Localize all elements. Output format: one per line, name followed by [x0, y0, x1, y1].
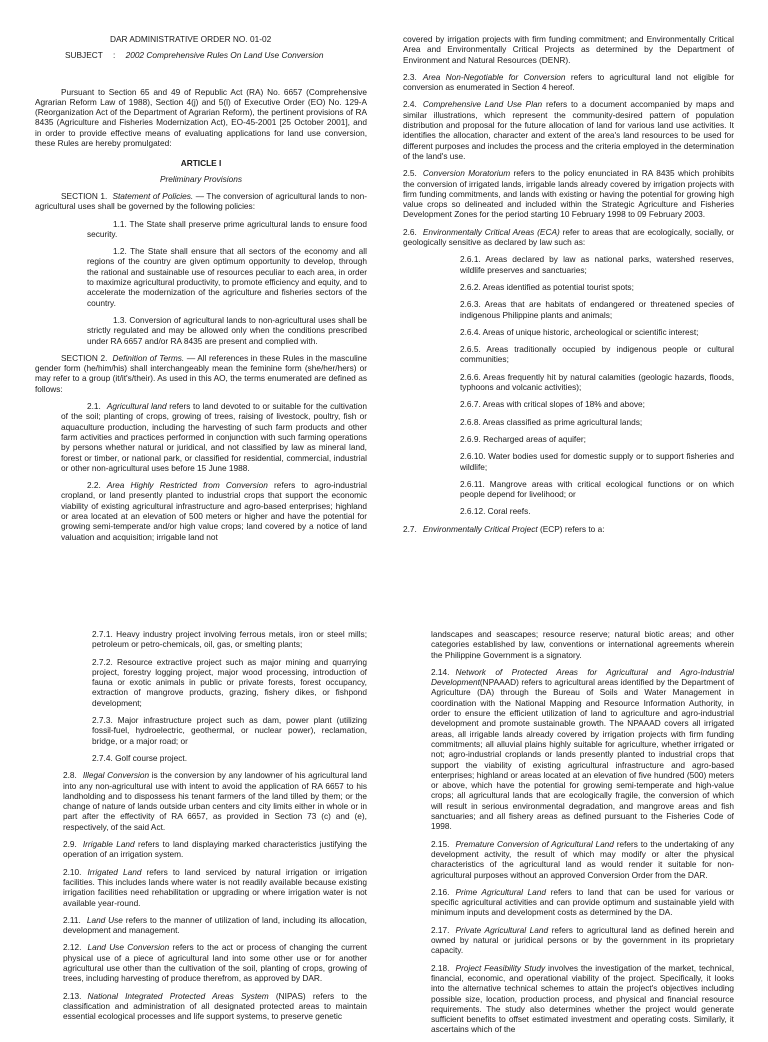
eca-item: 2.6.8. Areas classified as prime agricultural lands; — [460, 416, 643, 427]
definition-2-8: 2.8. Illegal Conversion is the conversion by any landowner of his agricultural land into any non-agricultural use with intent to avoid the application of RA 6657 to his landholding and to dispossess his tenant farmers of the land tilled by them; or the change of nature of lands outside urban centers and city limits either in whole or in part after the effectivity of RA 6657, as provided in Section 73 (c) and (e), respectively, of the said Act. — [63, 770, 367, 832]
definition-2-12: 2.12. Land Use Conversion refers to the act or process of changing the current physical use of a piece of agricultural land into some other use or for another agricultural use other than the cultivation of the soil, planting of crops, growing of trees, including harvesting of produce therefrom, as approved by DAR. — [63, 942, 367, 984]
definition-continuation: landscapes and seascapes; resource reserve; natural biotic areas; and other categories established by law, conventions or international agreements wherein the Philippine Government is a signatory. — [431, 629, 734, 660]
eca-item: 2.6.9. Recharged areas of aquifer; — [460, 433, 586, 444]
subject-line — [65, 50, 367, 60]
eca-item: 2.6.1. Areas declared by law as national parks, watershed reserves, wildlife preserves and sanctuaries; — [460, 254, 734, 275]
page2-right-column — [431, 629, 734, 1042]
definition-2-9: 2.9. Irrigable Land refers to land displaying marked characteristics justifying the operation of an irrigation system. — [63, 839, 367, 860]
policy-1-3: 1.3. Conversion of agricultural lands to non-agricultural uses shall be strictly regulated and may be allowed only when the conditions prescribed under RA 6657 and/or RA 8435 are present and complied with. — [87, 314, 367, 346]
ecp-item: 2.7.4. Golf course project. — [92, 752, 188, 763]
order-title: DAR ADMINISTRATIVE ORDER NO. 01-02 — [110, 34, 272, 44]
eca-item: 2.6.2. Areas identified as potential tourist spots; — [460, 281, 634, 292]
eca-item: 2.6.7. Areas with critical slopes of 18% and above; — [460, 399, 645, 410]
eca-item: 2.6.4. Areas of unique historic, archeological or scientific interest; — [460, 326, 699, 337]
eca-item: 2.6.3. Areas that are habitats of endangered or threatened species of indigenous Philippine plants and animals; — [460, 299, 734, 320]
eca-list — [460, 254, 734, 516]
ecp-list — [92, 629, 367, 763]
policy-1-2: 1.2. The State shall ensure that all sectors of the economy and all regions of the country are given optimum opportunity to develop, through the rational and sustainable use of resources peculiar to each area, in order to maximize agricultural productivity, to promote efficiency and equity, and to accelerate the modernization of the agriculture and fisheries sectors of the country. — [87, 246, 367, 308]
definition-2-14: 2.14. Network of Protected Areas for Agricultural and Agro-Industrial Development(NPAAAD) refers to agricultural areas identified by the Department of Agriculture (DA) through the Bureau of Soils and Water Management in coordination with the National Mapping and Resource Information Authority, in order to ensure the efficient utilization of land to agriculture and agro-industrial development and promote sustainable growth. The NPAAAD covers all irrigated areas, all irrigable lands already covered by irrigation projects with firm funding commitments; all alluvial plains highly suitable for agriculture, whether irrigated or not; agro-industrial croplands or lands presently planted to industrial crops that support the viability of existing agricultural infrastructure and agro-based enterprises; highland or areas located at an elevation of five hundred (500) meters or above, which have the potential for growing semi-temperate and high-value crops; all agricultural lands that are ecologically fragile, the conversion of which will result in serious environmental degradation, and mangrove areas and fish sanctuaries; and all fishery areas as defined pursuant to the Fisheries Code of 1998. — [431, 666, 734, 832]
ecp-item: 2.7.2. Resource extractive project such as major mining and quarrying project, forestry logging project, major wood processing, introduction of fauna or exotic animals in public or private forests, forest occupancy, extraction of mangrove products, grazing, fishery dikes, or fishpond development; — [92, 656, 367, 708]
page2-left-column — [63, 629, 367, 1029]
eca-item: 2.6.10. Water bodies used for domestic supply or to support fisheries and wildlife; — [460, 451, 734, 472]
definition-2-2: 2.2. Area Highly Restricted from Conversion refers to agro-industrial cropland, or land presently planted to industrial crops that support the economic viability of existing agricultural infrastructure and agro-based enterprises; highland or area located at an elevation of 500 meters or higher and have the potential for growing semi-temperate and/or high value crops; land covered by a notice of land valuation and acquisition; irrigable land not — [61, 480, 367, 542]
article-heading: ARTICLE I — [180, 158, 222, 169]
ecp-item: 2.7.3. Major infrastructure project such as dam, power plant (utilizing fossil-fuel, hydroelectric, geothermal, or nuclear power), reclamation, bridge, or a major road; or — [92, 715, 367, 746]
subject-label: SUBJECT — [65, 50, 103, 61]
eca-item: 2.6.5. Areas traditionally occupied by indigenous people or cultural communities; — [460, 344, 734, 365]
page1-right-column — [403, 34, 734, 541]
eca-item: 2.6.12. Coral reefs. — [460, 506, 531, 517]
section-2-number: SECTION 2. — [61, 352, 108, 363]
definition-2-1: 2.1. Agricultural land refers to land devoted to or suitable for the cultivation of the soil; planting of crops, growing of trees, raising of livestock, poultry, fish or aquaculture production, including the harvesting of such farm products and other farm activities and practices performed in conjunction with such farming operations by persons whether natural or juridical, and not classified by law as mineral land, forest or timber, or national park, or classified for residential, commercial, industrial or other non-agricultural uses before 15 June 1988. — [61, 401, 367, 473]
eca-item: 2.6.6. Areas frequently hit by natural calamities (geologic hazards, floods, typhoons and volcanic activities); — [460, 371, 734, 393]
definition-2-5: 2.5. Conversion Moratorium refers to the policy enunciated in RA 8435 which prohibits the conversion of irrigated lands, irrigable lands already covered by irrigation projects with firm funding commitments, and lands with existing or having the potential for growing high value crops so delineated and included within the Strategic Agriculture and Fisheries Development Zones for the period starting 10 February 1998 to 09 February 2003. — [403, 168, 735, 220]
section-1-number: SECTION 1. — [61, 190, 108, 201]
definition-2-17: 2.17. Private Agricultural Land refers to agricultural land as defined herein and owned by natural or juridical persons or by the government in its proprietary capacity. — [431, 924, 734, 956]
section-2 — [35, 353, 367, 394]
definition-2-16: 2.16. Prime Agricultural Land refers to land that can be used for various or specific agricultural activities and can provide optimum and sustainable yield with minimum inputs and development costs as determined by the DA. — [431, 886, 734, 918]
section-1 — [35, 191, 367, 212]
ecp-item: 2.7.1. Heavy industry project involving ferrous metals, iron or steel mills; petroleum or petro-chemicals, oil, gas, or smelting plants; — [92, 629, 367, 650]
definition-2-10: 2.10. Irrigated Land refers to land serviced by natural irrigation or irrigation facilities. This includes lands where water is not readily available because existing irrigation facilities need rehabilitation or upgrading or where irrigation water is not available year-round. — [63, 866, 367, 908]
subject-text: 2002 Comprehensive Rules On Land Use Conversion — [125, 50, 324, 61]
definition-2-11: 2.11. Land Use refers to the manner of utilization of land, including its allocation, development and management. — [63, 914, 367, 936]
definition-2-15: 2.15. Premature Conversion of Agricultural Land refers to the undertaking of any development activity, the result of which may modify or alter the physical characteristics of the agricultural land as would render it suitable for non-agricultural purposes without an approved Conversion Order from the DAR. — [431, 838, 734, 880]
definition-2-3: 2.3. Area Non-Negotiable for Conversion refers to agricultural land not eligible for conversion as enumerated in Section 4 hereof. — [403, 71, 735, 93]
page1-left-column — [35, 34, 367, 549]
definition-2-13: 2.13. National Integrated Protected Areas System (NIPAS) refers to the classification and administration of all designated protected areas to maintain essential ecological processes and life support systems, to preserve genetic — [63, 990, 367, 1022]
article-subheading: Preliminary Provisions — [159, 173, 243, 184]
document-page-2 — [0, 512, 768, 1035]
definition-2-4: 2.4. Comprehensive Land Use Plan refers to a document accompanied by maps and similar illustrations, which represent the community-desired pattern of population distribution and proposal for the future allocation of land for various land use activities. It identifies the allocation, character and extent of the area's land resources to be used for different purposes and includes the process and the criteria employed in the determination of the land's use. — [403, 99, 735, 161]
subject-colon: : — [112, 50, 116, 61]
section-1-text: — The conversion of agricultural lands to non-agricultural uses shall be governed by the following policies: — [35, 190, 367, 212]
eca-item: 2.6.11. Mangrove areas with critical ecological functions or on which people depend for livelihood; or — [460, 478, 734, 500]
definition-2-7: 2.7. Environmentally Critical Project (ECP) refers to a: — [403, 523, 605, 534]
definition-continuation: covered by irrigation projects with firm funding commitment; and Environmentally Critical Area and Environmentally Critical Projects as determined by the Department of Environment and Natural Resources (DENR). — [403, 34, 734, 65]
section-2-text: — All references in these Rules in the masculine gender form (he/him/his) shall interchangeably mean the feminine form (she/her/hers) or may refer to a group (it/it's/their). As used in this AO, the terms enumerated are defined as follows: — [35, 352, 367, 394]
definition-2-6: 2.6. Environmentally Critical Areas (ECA) refer to areas that are ecologically, socially, or geologically sensitive as declared by law such as: — [403, 226, 735, 248]
section-2-title: Definition of Terms. — [112, 352, 185, 363]
section-1-title: Statement of Policies. — [112, 190, 194, 201]
definition-2-18: 2.18. Project Feasibility Study involves the investigation of the market, technical, financial, economic, and operational viability of the project. Specifically, it looks into the alternative technical schemes to attain the project's objectives including possible size, location, production process, and physical and financial resource requirements. The study also determines whether the project would generate sufficient benefits to offset estimated investment and operating costs. Similarly, it ascertains which of the — [431, 962, 734, 1035]
preamble: Pursuant to Section 65 and 49 of Republic Act (RA) No. 6657 (Comprehensive Agrarian Reform Law of 1988), Section 4(j) and 5(l) of Executive Order (EO) No. 129-A (Reorganization Act of the Department of Agrarian Reform), the pertinent provisions of RA 8435 (Agriculture and Fisheries Modernization Act), EO-45-2001 [25 October 2001], and in order to provide effective means of evaluating applications for land use conversion, these Rules are hereby promulgated: — [35, 86, 367, 149]
policy-1-1: 1.1. The State shall preserve prime agricultural lands to ensure food security. — [87, 218, 367, 239]
